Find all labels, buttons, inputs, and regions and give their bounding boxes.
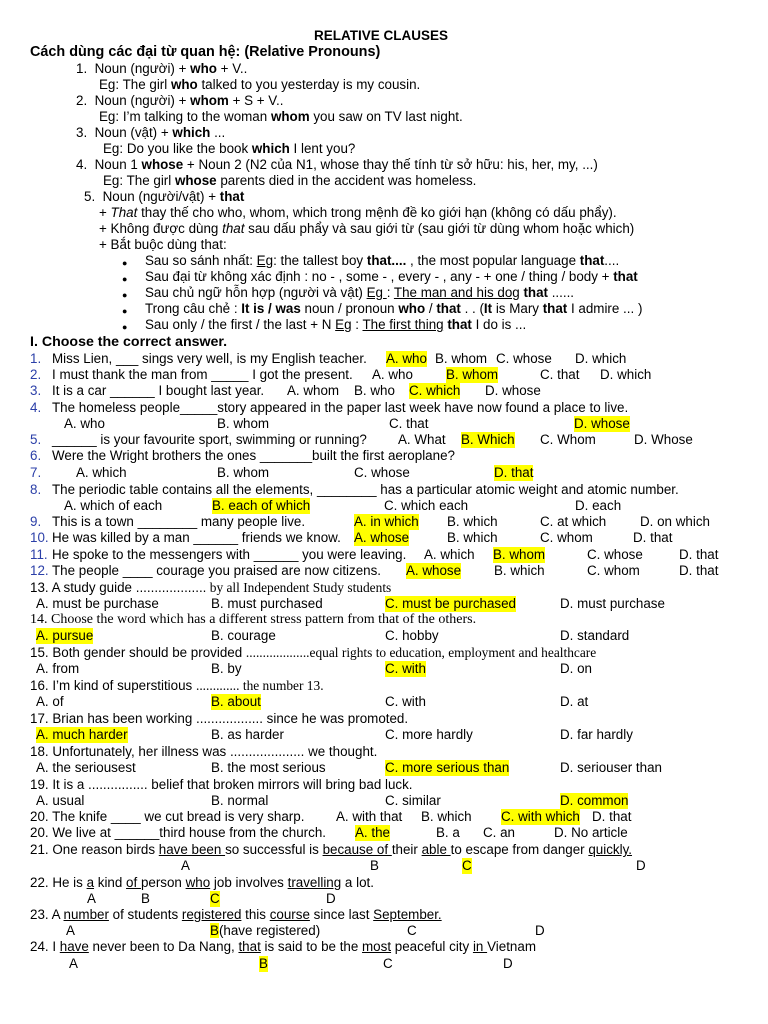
- error-label: C: [462, 858, 472, 873]
- question-text: It is a car ______ I bought last year.: [52, 383, 265, 398]
- question-number: 7.: [30, 465, 42, 480]
- error-label: C: [407, 923, 417, 938]
- answer-option: B. the most serious: [211, 760, 326, 775]
- that-rule-1: + That thay thế cho who, whom, which trong mệnh đề ko giới hạn (không có dấu phẩy).: [99, 205, 617, 220]
- answer-option: B. which: [447, 530, 498, 545]
- error-label: B: [141, 891, 150, 906]
- question-text: 15. Both gender should be provided ...................equal rights to education, employment and healthcare: [30, 645, 597, 660]
- question-text: He was killed by a man ______ friends we know.: [52, 530, 341, 545]
- error-label: A: [66, 923, 75, 938]
- question-text: Miss Lien, ___ sings very well, is my English teacher.: [52, 351, 367, 366]
- answer-option: B. a: [436, 825, 460, 840]
- answer-option: D. whose: [574, 416, 630, 431]
- that-rule-2: + Không được dùng that sau dấu phẩy và sau giới từ (sau giới từ dùng whom hoặc which): [99, 221, 635, 236]
- question-text: The people ____ courage you praised are now citizens.: [52, 563, 382, 578]
- error-label: D: [535, 923, 545, 938]
- answer-option: B. courage: [211, 628, 276, 643]
- answer-option: D. that: [494, 465, 534, 480]
- question-text: ______ is your favourite sport, swimming or running?: [52, 432, 367, 447]
- answer-option: D. Whose: [634, 432, 693, 447]
- answer-option: D. seriouser than: [560, 760, 662, 775]
- error-label: B: [370, 858, 379, 873]
- pronoun-rule-4: 4. Noun 1 whose + Noun 2 (N2 của N1, whose thay thế tính từ sở hữu: his, her, my, ...): [76, 157, 598, 172]
- answer-option: C. whose: [587, 547, 643, 562]
- bullet-only-first: Sau only / the first / the last + N Eg : The first thing that I do is ...: [145, 317, 527, 332]
- answer-option: C. more serious than: [385, 760, 510, 775]
- bullet-cleft: Trong câu chẻ : It is / was noun / pronoun who / that . . (It is Mary that I admire ... ): [145, 301, 643, 316]
- pronoun-example-2: Eg: I’m talking to the woman whom you saw on TV last night.: [99, 109, 463, 124]
- question-number: 8.: [30, 482, 42, 497]
- answer-option: B. Which: [461, 432, 515, 447]
- question-text: 13. A study guide ................... by all Independent Study students: [30, 580, 392, 595]
- answer-option: D. which: [600, 367, 652, 382]
- answer-option: C. that: [540, 367, 580, 382]
- question-number: 6.: [30, 448, 42, 463]
- answer-option: A. usual: [36, 793, 85, 808]
- question-text: The homeless people_____story appeared in the paper last week have now found a place to live.: [52, 400, 629, 415]
- bullet-indefinite: Sau đại từ không xác định : no - , some - , every - , any - + one / thing / body + that: [145, 269, 638, 284]
- error-label: B: [259, 956, 268, 971]
- answer-option: C. which each: [384, 498, 469, 513]
- answer-option: D. that: [633, 530, 673, 545]
- answer-option: C. with: [385, 661, 426, 676]
- answer-option: D. standard: [560, 628, 630, 643]
- question-text: 18. Unfortunately, her illness was .................... we thought.: [30, 744, 378, 759]
- pronoun-rule-3: 3. Noun (vật) + which ...: [76, 125, 226, 140]
- answer-option: B. which: [447, 514, 498, 529]
- answer-option: B. which: [494, 563, 545, 578]
- question-text: 20. We live at ______third house from the church.: [30, 825, 327, 840]
- question-text: This is a town ________ many people live.: [52, 514, 306, 529]
- answer-option: D. that: [679, 547, 719, 562]
- error-label: C: [383, 956, 393, 971]
- subtitle: Cách dùng các đại từ quan hệ: (Relative Pronouns): [30, 44, 381, 60]
- answer-option: B. whom: [217, 465, 270, 480]
- answer-option: B. whom: [493, 547, 546, 562]
- answer-option: D. which: [575, 351, 627, 366]
- error-label: D: [503, 956, 513, 971]
- answer-option: C. whose: [496, 351, 552, 366]
- answer-option: D. must purchase: [560, 596, 665, 611]
- pronoun-example-1: Eg: The girl who talked to you yesterday is my cousin.: [99, 77, 421, 92]
- question-text: He spoke to the messengers with ______ you were leaving.: [52, 547, 407, 562]
- answer-option: A. with that: [336, 809, 403, 824]
- answer-option: A. who: [372, 367, 413, 382]
- error-label: D: [636, 858, 646, 873]
- answer-option: D. that: [592, 809, 632, 824]
- error-question: 24. I have never been to Da Nang, that is said to be the most peaceful city in Vietnam: [30, 939, 536, 954]
- answer-option: C. at which: [540, 514, 607, 529]
- answer-option: D. far hardly: [560, 727, 633, 742]
- error-label: A: [181, 858, 190, 873]
- question-number: 11.: [30, 547, 48, 562]
- answer-option: D. on: [560, 661, 593, 676]
- answer-option: D. that: [679, 563, 719, 578]
- error-question: 22. He is a kind of person who job involves travelling a lot.: [30, 875, 374, 890]
- question-text: The periodic table contains all the elements, ________ has a particular atomic weight and atomic number.: [52, 482, 679, 497]
- answer-option: C. hobby: [385, 628, 439, 643]
- answer-option: A. from: [36, 661, 80, 676]
- error-question: 23. A number of students registered this course since last September.: [30, 907, 442, 922]
- answer-option: A. must be purchase: [36, 596, 159, 611]
- pronoun-rule-2: 2. Noun (người) + whom + S + V..: [76, 93, 284, 108]
- question-text: 19. It is a ................ belief that broken mirrors will bring bad luck.: [30, 777, 413, 792]
- answer-option: A. of: [36, 694, 64, 709]
- answer-option: B. normal: [211, 793, 269, 808]
- question-text: 17. Brian has been working .................. since he was promoted.: [30, 711, 409, 726]
- question-number: 2.: [30, 367, 42, 382]
- question-text: 20. The knife ____ we cut bread is very sharp.: [30, 809, 305, 824]
- pronoun-example-3: Eg: Do you like the book which I lent you?: [103, 141, 356, 156]
- answer-option: C. whom: [540, 530, 593, 545]
- question-text: I must thank the man from _____ I got the present.: [52, 367, 353, 382]
- answer-option: D. No article: [554, 825, 628, 840]
- answer-option: A. who: [64, 416, 105, 431]
- answer-option: C. whose: [354, 465, 410, 480]
- answer-option: A. the seriousest: [36, 760, 136, 775]
- answer-option: C. Whom: [540, 432, 596, 447]
- answer-option: B. as harder: [211, 727, 284, 742]
- answer-option: D. common: [560, 793, 629, 808]
- question-number: 3.: [30, 383, 42, 398]
- answer-option: B. must purchased: [211, 596, 323, 611]
- bullet-superlative: Sau so sánh nhất: Eg: the tallest boy that.... , the most popular language that....: [145, 253, 620, 268]
- answer-option: C. similar: [385, 793, 441, 808]
- answer-option: A. much harder: [36, 727, 128, 742]
- answer-option: B. each of which: [212, 498, 311, 513]
- answer-option: A. who: [386, 351, 427, 366]
- question-number: 5.: [30, 432, 42, 447]
- question-number: 10.: [30, 530, 49, 545]
- answer-option: A. which of each: [64, 498, 163, 513]
- bullet-icon: ●: [122, 274, 128, 284]
- error-label: D: [326, 891, 336, 906]
- bullet-icon: ●: [122, 290, 128, 300]
- answer-option: C. an: [483, 825, 516, 840]
- pronoun-rule-1: 1. Noun (người) + who + V..: [76, 61, 248, 76]
- answer-option: B. about: [211, 694, 261, 709]
- error-label: B(have registered): [210, 923, 321, 938]
- that-rule-3: + Bắt buộc dùng that:: [99, 237, 227, 252]
- answer-option: A. which: [76, 465, 127, 480]
- bullet-icon: ●: [122, 322, 128, 332]
- answer-option: A. in which: [354, 514, 419, 529]
- bullet-icon: ●: [122, 258, 128, 268]
- error-question: 21. One reason birds have been so successful is because of their able to escape from danger quickly.: [30, 842, 633, 857]
- answer-option: C. with which: [501, 809, 580, 824]
- question-text: 16. I’m kind of superstitious ............. the number 13.: [30, 678, 324, 693]
- pronoun-example-4: Eg: The girl whose parents died in the accident was homeless.: [103, 173, 477, 188]
- bullet-icon: ●: [122, 306, 128, 316]
- pronoun-rule-5: 5. Noun (người/vật) + that: [84, 189, 245, 204]
- answer-option: D. on which: [640, 514, 710, 529]
- question-number: 4.: [30, 400, 42, 415]
- answer-option: A. pursue: [36, 628, 94, 643]
- answer-option: A. whose: [406, 563, 462, 578]
- question-number: 9.: [30, 514, 42, 529]
- question-number: 1.: [30, 351, 42, 366]
- answer-option: C. with: [385, 694, 426, 709]
- answer-option: B. who: [354, 383, 395, 398]
- error-label: C: [210, 891, 220, 906]
- answer-option: D. each: [575, 498, 622, 513]
- answer-option: B. which: [421, 809, 472, 824]
- answer-option: C. more hardly: [385, 727, 473, 742]
- question-text: Were the Wright brothers the ones _______built the first aeroplane?: [52, 448, 455, 463]
- answer-option: B. whom: [217, 416, 270, 431]
- error-label: A: [87, 891, 96, 906]
- section-heading: I. Choose the correct answer.: [30, 334, 228, 350]
- answer-option: D. at: [560, 694, 589, 709]
- question-text: 14. Choose the word which has a different stress pattern from that of the others.: [30, 612, 477, 627]
- answer-option: A. whom: [287, 383, 340, 398]
- answer-option: C. whom: [587, 563, 640, 578]
- answer-option: A. the: [355, 825, 390, 840]
- answer-option: B. whom: [446, 367, 499, 382]
- answer-option: A. whose: [354, 530, 410, 545]
- answer-option: C. which: [409, 383, 461, 398]
- answer-option: A. What: [398, 432, 446, 447]
- error-label: A: [69, 956, 78, 971]
- answer-option: B. by: [211, 661, 242, 676]
- answer-option: A. which: [424, 547, 475, 562]
- answer-option: C. must be purchased: [385, 596, 516, 611]
- answer-option: C. that: [389, 416, 429, 431]
- question-number: 12.: [30, 563, 49, 578]
- bullet-mixed-subject: Sau chủ ngữ hỗn hợp (người và vật) Eg : The man and his dog that ......: [145, 285, 575, 300]
- page-title: RELATIVE CLAUSES: [314, 28, 449, 43]
- answer-option: B. whom: [435, 351, 488, 366]
- answer-option: D. whose: [485, 383, 541, 398]
